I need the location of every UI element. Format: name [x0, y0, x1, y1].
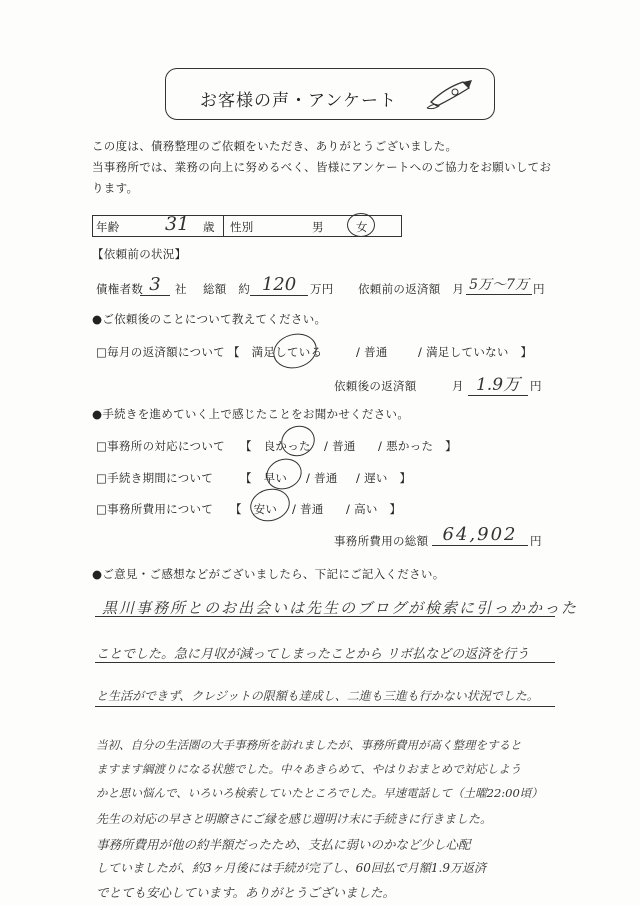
q3-label: □手続き期間について [96, 471, 214, 485]
q1-circle-mark [269, 329, 320, 373]
gender-label: 性別 [230, 220, 254, 234]
q2-circle-mark [277, 421, 319, 461]
q2-option-good: 【 良かった [240, 439, 311, 453]
gender-male: 男 [312, 220, 324, 234]
comment-line: ことでした。急に月収が減ってしまったことから リボ払などの返済を行う [96, 647, 530, 662]
intro-line-3: ります。 [92, 181, 139, 195]
fee-label: 事務所費用の総額 [334, 534, 429, 548]
creditors-value: 3 [140, 274, 170, 296]
comment-line: 事務所費用が他の約半額だったため、支払に弱いのかなど少し心配 [96, 837, 471, 852]
q1-option-unsatisfied: / 満足していない 】 [418, 345, 533, 359]
intro-line-2: 当事務所では、業務の向上に努めるべく、皆様にアンケートへのご協力をお願いしてお [92, 160, 552, 174]
comment-line: 先生の対応の早さと明瞭さにご縁を感じ週明け末に手続きに行きました。 [96, 812, 493, 826]
comment-line: ますます綱渡りになる状態でした。中々あきらめて、やはりおまとめで対応しよう [96, 762, 522, 776]
pencil-icon [425, 72, 475, 112]
q2-option-bad: / 悪かった 】 [378, 439, 457, 453]
creditors-unit: 社 [175, 282, 187, 296]
comment-rule [95, 662, 555, 663]
creditors-label: 債権者数 [96, 282, 144, 296]
age-label: 年齢 [96, 220, 120, 234]
after-heading: ●ご依頼後のことについて教えてください。 [92, 312, 327, 326]
monthly-label: 依頼前の返済額 月 [358, 282, 465, 296]
age-value: 31 [165, 213, 190, 235]
female-circle-mark [347, 213, 375, 237]
comment-line: していましたが、約3ヶ月後には手続が完了し、60回払で月額1.9万返済 [96, 861, 486, 875]
process-heading: ●手続きを進めていく上で感じたことをお聞かせください。 [92, 407, 410, 421]
comment-line: 当初、自分の生活圏の大手事務所を訪れましたが、事務所費用が高く整理をすると [96, 738, 522, 752]
page-title: お客様の声・アンケート [200, 91, 397, 111]
comment-rule [95, 706, 555, 707]
comments-heading: ●ご意見・ご感想などがございましたら、下記にご記入ください。 [92, 567, 445, 581]
total-value: 120 [250, 274, 308, 296]
after-payment-unit: 円 [530, 379, 542, 393]
gender-female: 女 [356, 220, 368, 234]
total-unit: 万円 [310, 282, 334, 296]
q3-option-normal: / 普通 [306, 471, 338, 485]
q2-label: □事務所の対応について [96, 439, 225, 453]
after-payment-label: 依頼後の返済額 月 [334, 379, 464, 393]
comment-line: でとても安心しています。ありがとうございました。 [96, 885, 396, 900]
q2-option-normal: / 普通 [324, 439, 356, 453]
intro-line-1: この度は、債務整理のご依頼をいただき、ありがとうございました。 [92, 139, 458, 153]
q4-option-cheap: 【 安い [230, 502, 278, 516]
fee-unit: 円 [530, 534, 542, 548]
comment-line: かと思い悩んで、いろいろ検索していたところでした。早速電話して（土曜22:00頃） [96, 786, 543, 800]
q3-option-slow: / 遅い 】 [356, 471, 412, 485]
q1-option-normal: / 普通 [356, 345, 388, 359]
after-payment-value: 1.9万 [468, 370, 528, 396]
q1-option-satisfied: 【 満足している [228, 345, 323, 359]
total-label: 総額 約 [203, 282, 251, 296]
comment-line: と生活ができず、クレジットの限額も達成し、二進も三進も行かない状況でした。 [96, 689, 539, 703]
fee-value: 64,902 [432, 524, 528, 546]
q4-option-expensive: / 高い 】 [346, 502, 402, 516]
comment-line: 黒川事務所とのお出会いは先生のブログが検索に引っかかった [102, 599, 579, 617]
monthly-value: 5万〜7万 [466, 274, 532, 295]
monthly-unit: 円 [533, 282, 545, 296]
q3-option-fast: 【 早い [240, 471, 288, 485]
q4-option-normal: / 普通 [292, 502, 324, 516]
before-heading: 【依頼前の状況】 [92, 247, 187, 261]
q4-label: □事務所費用について [96, 502, 214, 516]
age-unit: 歳 [203, 220, 215, 234]
q4-circle-mark [247, 484, 294, 525]
q1-label: □毎月の返済額について [96, 345, 225, 359]
